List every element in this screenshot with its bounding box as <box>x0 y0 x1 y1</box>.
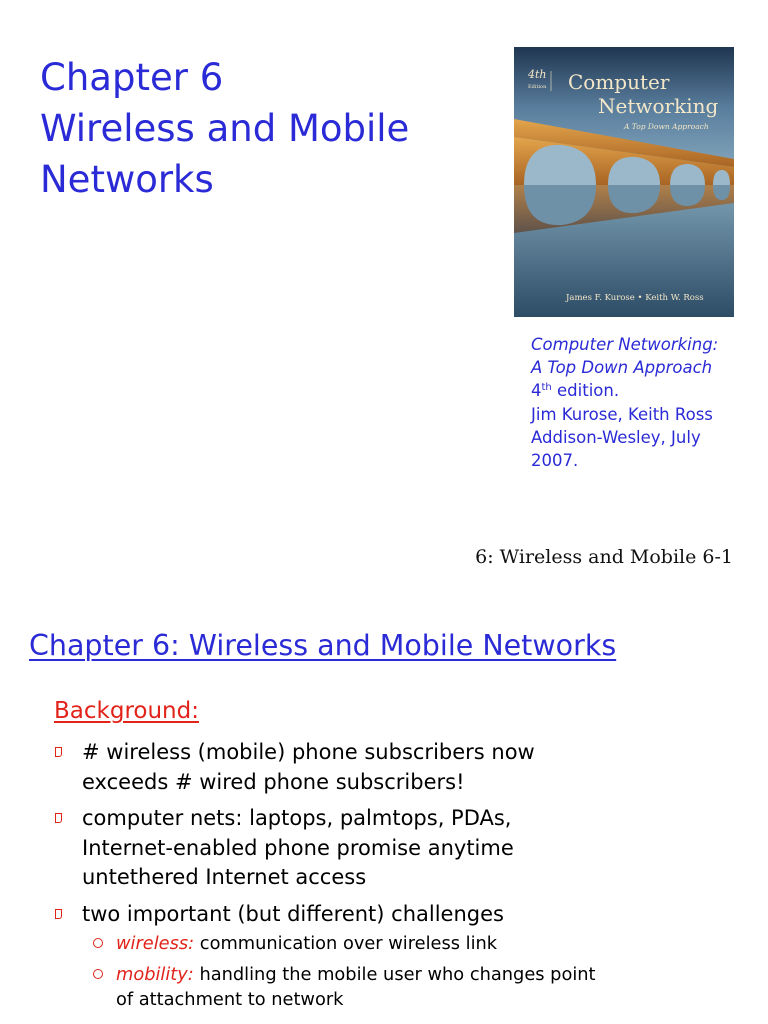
sub-bullet-list <box>82 931 768 1012</box>
book-citation <box>531 333 756 472</box>
ring-bullet-icon <box>93 938 103 948</box>
bullet-item <box>0 900 768 1013</box>
bullet-list <box>0 738 768 1019</box>
edition-number: 4 <box>531 381 542 401</box>
book-citation-edition <box>531 379 756 402</box>
term-mobility: mobility: <box>116 964 194 985</box>
edition-text: edition. <box>551 381 620 401</box>
edition-suffix: th <box>541 382 552 394</box>
bullet-item <box>0 738 768 797</box>
sub-bullet-item <box>0 962 768 1012</box>
book-citation-year: 2007. <box>531 451 579 471</box>
sub-bullet-item <box>0 931 768 956</box>
bullet-item <box>0 804 768 893</box>
bullet-text: exceeds # wired phone subscribers! <box>82 769 465 794</box>
book-citation-publisher: Addison-Wesley, July <box>531 427 701 447</box>
term-definition: communication over wireless link <box>194 933 498 954</box>
book-cover-image <box>514 47 734 317</box>
box-bullet-icon <box>55 747 62 757</box>
book-cover-subtitle: A Top Down Approach <box>624 122 709 131</box>
bullet-text: two important (but different) challenges <box>82 901 504 926</box>
book-citation-authors: Jim Kurose, Keith Ross <box>531 404 713 424</box>
chapter-title-line: Networks <box>40 158 214 201</box>
sub-bullet-text <box>116 931 768 956</box>
book-cover-edition-word: Edition <box>528 84 547 90</box>
term-wireless: wireless: <box>116 933 195 954</box>
book-cover-edition: 4th <box>528 68 547 81</box>
sub-bullet-text <box>116 962 768 987</box>
book-cover-title: Networking <box>598 94 719 118</box>
slide-title: Chapter 6: Wireless and Mobile Networks <box>29 629 617 662</box>
term-definition: handling the mobile user who changes point <box>193 964 596 985</box>
ring-bullet-icon <box>93 969 103 979</box>
box-bullet-icon <box>55 813 62 823</box>
book-cover-authors: James F. Kurose • Keith W. Ross <box>566 293 704 303</box>
book-citation-subtitle: A Top Down Approach <box>531 358 713 378</box>
chapter-title <box>40 52 409 205</box>
bullet-text: # wireless (mobile) phone subscribers now <box>82 740 535 764</box>
sub-bullet-text: of attachment to network <box>116 989 344 1010</box>
chapter-title-line: Chapter 6 <box>40 56 224 99</box>
book-cover-title: Computer <box>568 70 670 94</box>
slide-footer: 6: Wireless and Mobile 6-1 <box>475 546 733 568</box>
bullet-text: computer nets: laptops, palmtops, PDAs, <box>82 806 512 830</box>
bullet-text: untethered Internet access <box>82 865 367 889</box>
bullet-text: Internet-enabled phone promise anytime <box>82 835 514 860</box>
box-bullet-icon <box>55 909 62 919</box>
book-citation-title: Computer Networking: <box>531 335 719 354</box>
chapter-title-line: Wireless and Mobile <box>40 107 410 150</box>
content-slide <box>0 604 768 1024</box>
section-heading: Background: <box>54 698 199 724</box>
